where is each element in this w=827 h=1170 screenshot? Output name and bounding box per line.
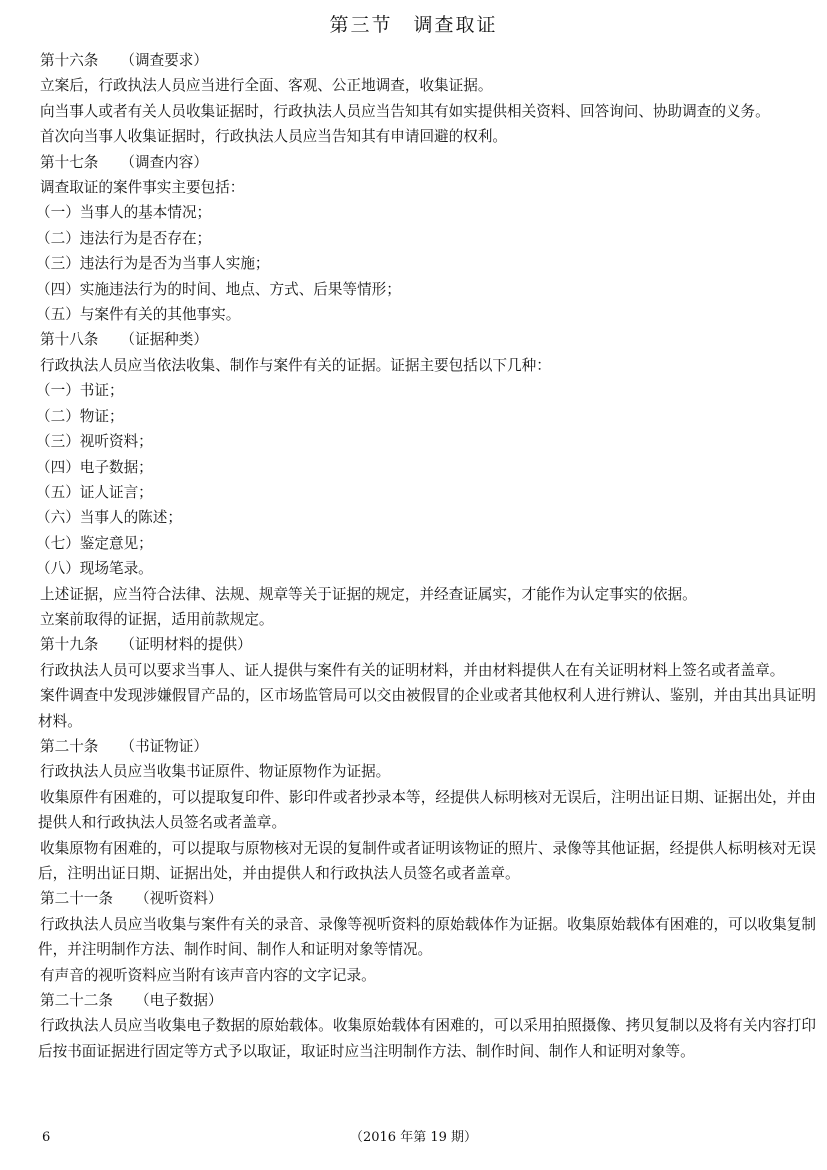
article-number: 第十六条 xyxy=(40,52,99,69)
list-item: （二）违法行为是否存在； xyxy=(36,229,212,247)
article-heading xyxy=(38,48,816,73)
article-subtitle: （证据种类） xyxy=(120,331,208,349)
article-heading xyxy=(38,734,816,759)
article-heading xyxy=(38,327,816,352)
article-subtitle: （证明材料的提供） xyxy=(120,636,252,654)
article-subtitle: （书证物证） xyxy=(120,737,208,755)
paragraph: 行政执法人员应当依法收集、制作与案件有关的证据。证据主要包括以下几种： xyxy=(40,356,551,374)
article-subtitle: （调查内容） xyxy=(120,153,208,171)
issue-label: （2016 年第 19 期） xyxy=(349,1130,478,1145)
article-number: 第十八条 xyxy=(40,331,99,349)
paragraph: 案件调查中发现涉嫌假冒产品的，区市场监管局可以交由被假冒的企业或者其他权利人进行辨认、鉴别，并由其出具证明材料。 xyxy=(38,687,816,730)
paragraph: 向当事人或者有关人员收集证据时，行政执法人员应当告知其有如实提供相关资料、回答询问、协助调查的义务。 xyxy=(40,102,770,120)
paragraph: 收集原物有困难的，可以提取与原物核对无误的复制件或者证明该物证的照片、录像等其他证据，经提供人标明核对无误后，注明出证日期、证据出处，并由提供人和行政执法人员签名或者盖章。 xyxy=(38,839,816,882)
paragraph: 调查取证的案件事实主要包括： xyxy=(40,179,245,197)
list-item: （七）鉴定意见； xyxy=(36,534,153,552)
article-number: 第二十条 xyxy=(40,737,99,755)
paragraph: 行政执法人员应当收集与案件有关的录音、录像等视听资料的原始载体作为证据。收集原始载体有困难的，可以收集复制件，并注明制作方法、制作时间、制作人和证明对象等情况。 xyxy=(38,915,816,959)
list-item: （四）电子数据； xyxy=(36,458,153,476)
article-heading xyxy=(38,988,816,1013)
list-item: （四）实施违法行为的时间、地点、方式、后果等情形； xyxy=(36,280,401,298)
paragraph: 行政执法人员可以要求当事人、证人提供与案件有关的证明材料，并由材料提供人在有关证明材料上签名或者盖章。 xyxy=(40,661,785,679)
paragraph: 行政执法人员应当收集电子数据的原始载体。收集原始载体有困难的，可以采用拍照摄像、拷贝复制以及将有关内容打印后按书面证据进行固定等方式予以取证，取证时应当注明制作方法、制作时间、制作人和证明对象等。 xyxy=(38,1017,816,1060)
paragraph: 行政执法人员应当收集书证原件、物证原物作为证据。 xyxy=(40,763,391,781)
list-item: （五）与案件有关的其他事实。 xyxy=(36,306,241,324)
section-title: 第三节 调查取证 xyxy=(329,14,498,36)
paragraph: 首次向当事人收集证据时，行政执法人员应当告知其有申请回避的权利。 xyxy=(40,128,508,146)
page-number: 6 xyxy=(42,1130,51,1145)
article-heading xyxy=(38,886,816,911)
list-item: （一）书证； xyxy=(36,382,124,400)
article-heading xyxy=(38,632,816,657)
list-item: （三）违法行为是否为当事人实施； xyxy=(36,255,270,273)
article-number: 第十七条 xyxy=(40,153,99,171)
list-item: （二）物证； xyxy=(36,407,124,425)
paragraph: 收集原件有困难的，可以提取复印件、影印件或者抄录本等，经提供人标明核对无误后，注明出证日期、证据出处，并由提供人和行政执法人员签名或者盖章。 xyxy=(38,788,816,832)
paragraph: 上述证据，应当符合法律、法规、规章等关于证据的规定，并经查证属实，才能作为认定事实的依据。 xyxy=(40,585,697,603)
list-item: （一）当事人的基本情况； xyxy=(36,204,212,222)
paragraph: 立案后，行政执法人员应当进行全面、客观、公正地调查，收集证据。 xyxy=(40,77,493,95)
paragraph: 有声音的视听资料应当附有该声音内容的文字记录。 xyxy=(40,966,376,984)
paragraph: 立案前取得的证据，适用前款规定。 xyxy=(40,610,274,628)
list-item: （三）视听资料； xyxy=(36,433,153,451)
article-heading xyxy=(38,150,816,175)
article-subtitle: （视听资料） xyxy=(134,890,223,908)
article-number: 第二十二条 xyxy=(40,992,113,1010)
article-subtitle: （调查要求） xyxy=(120,52,208,69)
list-item: （六）当事人的陈述； xyxy=(36,509,182,527)
article-number: 第二十一条 xyxy=(40,890,113,908)
document-body xyxy=(38,48,816,1064)
article-number: 第十九条 xyxy=(40,636,99,654)
list-item: （八）现场笔录。 xyxy=(36,560,153,578)
article-subtitle: （电子数据） xyxy=(134,992,223,1010)
list-item: （五）证人证言； xyxy=(36,483,153,501)
